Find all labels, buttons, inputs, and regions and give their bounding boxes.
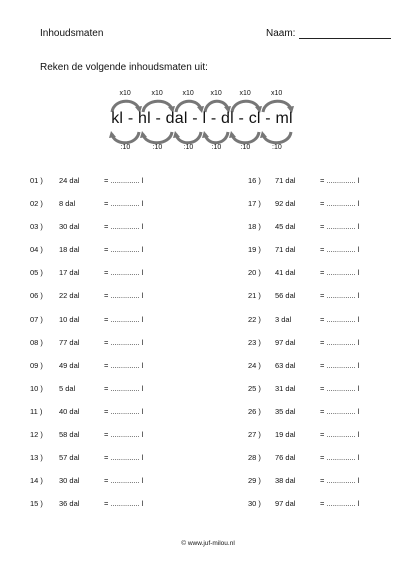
page-title: Inhoudsmaten (40, 28, 104, 39)
exercise-row (30, 176, 190, 199)
exercise-value: 17 dal (59, 268, 80, 278)
multiply-label: x10 (182, 90, 194, 97)
exercise-number: 30 ) (248, 499, 261, 509)
exercise-value: 30 dal (59, 476, 80, 486)
exercise-row (30, 315, 190, 338)
exercise-number: 04 ) (30, 245, 43, 255)
divide-label: :10 (120, 144, 131, 151)
answer-blank[interactable]: = .............. l (320, 430, 360, 440)
answer-blank[interactable]: = .............. l (104, 291, 144, 301)
divide-arrow (176, 132, 201, 143)
exercise-value: 45 dal (275, 222, 296, 232)
exercise-number: 15 ) (30, 499, 43, 509)
exercise-value: 5 dal (59, 383, 76, 393)
answer-blank[interactable]: = .............. l (320, 245, 360, 255)
answer-blank[interactable]: = .............. l (320, 291, 360, 301)
exercise-value: 38 dal (275, 476, 296, 486)
exercise-number: 12 ) (30, 430, 43, 440)
exercise-number: 06 ) (30, 291, 43, 301)
exercise-row (248, 268, 408, 291)
answer-blank[interactable]: = .............. l (320, 314, 360, 324)
divide-label: :10 (211, 144, 222, 151)
answer-blank[interactable]: = .............. l (320, 383, 360, 393)
divide-arrow (263, 132, 291, 143)
answer-blank[interactable]: = .............. l (104, 453, 144, 463)
exercise-row (30, 222, 190, 245)
answer-blank[interactable]: = .............. l (104, 222, 144, 232)
exercise-value: 35 dal (275, 406, 296, 416)
exercise-row (248, 338, 408, 361)
exercise-number: 27 ) (248, 430, 261, 440)
arrow-head-icon (109, 131, 116, 138)
units-chain: kl - hl - dal - l - dl - cl - ml (111, 110, 293, 127)
exercise-value: 31 dal (275, 383, 296, 393)
name-label: Naam: (266, 28, 296, 39)
arrow-head-icon (229, 131, 236, 138)
divide-label: :10 (183, 144, 194, 151)
exercise-number: 19 ) (248, 245, 261, 255)
exercise-row (248, 384, 408, 407)
exercise-column-right (248, 176, 408, 522)
exercise-number: 22 ) (248, 314, 261, 324)
divide-arrow (112, 132, 139, 143)
answer-blank[interactable]: = .............. l (104, 383, 144, 393)
exercise-number: 03 ) (30, 222, 43, 232)
exercise-number: 29 ) (248, 476, 261, 486)
exercise-row (30, 245, 190, 268)
answer-blank[interactable]: = .............. l (104, 499, 144, 509)
exercise-row (248, 176, 408, 199)
exercise-number: 21 ) (248, 291, 261, 301)
exercise-number: 23 ) (248, 337, 261, 347)
exercise-row (30, 453, 190, 476)
answer-blank[interactable]: = .............. l (104, 406, 144, 416)
exercise-number: 26 ) (248, 406, 261, 416)
divide-arrow (143, 132, 172, 143)
exercise-row (30, 361, 190, 384)
exercise-row (30, 407, 190, 430)
divide-label: :10 (272, 144, 282, 151)
arrow-head-icon (173, 131, 180, 138)
exercise-row (248, 315, 408, 338)
exercise-value: 63 dal (275, 360, 296, 370)
exercise-value: 49 dal (59, 360, 80, 370)
exercise-row (248, 476, 408, 499)
answer-blank[interactable]: = .............. l (104, 360, 144, 370)
exercise-value: 57 dal (59, 453, 80, 463)
exercise-row (30, 199, 190, 222)
exercise-row (30, 430, 190, 453)
multiply-label: x10 (151, 90, 163, 97)
exercise-row (30, 291, 190, 314)
exercise-number: 18 ) (248, 222, 261, 232)
exercise-value: 71 dal (275, 176, 296, 185)
exercise-value: 97 dal (275, 499, 296, 509)
answer-blank[interactable]: = .............. l (104, 476, 144, 486)
exercise-number: 13 ) (30, 453, 43, 463)
exercise-value: 40 dal (59, 406, 80, 416)
exercise-number: 02 ) (30, 199, 43, 209)
exercise-value: 41 dal (275, 268, 296, 278)
exercise-number: 14 ) (30, 476, 43, 486)
exercise-row (248, 407, 408, 430)
answer-blank[interactable]: = .............. l (104, 199, 144, 209)
divide-label: :10 (152, 144, 163, 151)
exercise-number: 20 ) (248, 268, 261, 278)
exercise-value: 77 dal (59, 337, 80, 347)
exercise-row (30, 338, 190, 361)
divide-arrow (232, 132, 259, 143)
exercise-number: 08 ) (30, 337, 43, 347)
exercise-row (30, 268, 190, 291)
exercise-row (248, 453, 408, 476)
exercise-row (30, 499, 190, 522)
exercise-row (248, 499, 408, 522)
exercise-value: 24 dal (59, 176, 80, 185)
multiply-label: x10 (210, 90, 222, 97)
exercise-row (248, 430, 408, 453)
answer-blank[interactable]: = .............. l (104, 176, 144, 185)
exercise-number: 25 ) (248, 383, 261, 393)
answer-blank[interactable]: = .............. l (320, 176, 360, 185)
exercise-row (30, 476, 190, 499)
exercise-row (248, 199, 408, 222)
conversion-diagram (96, 90, 308, 154)
exercise-number: 16 ) (248, 176, 261, 185)
multiply-label: x10 (119, 90, 131, 97)
exercise-value: 92 dal (275, 199, 296, 209)
divide-label: :10 (240, 144, 251, 151)
exercise-number: 24 ) (248, 360, 261, 370)
answer-blank[interactable]: = .............. l (320, 499, 360, 509)
exercise-row (248, 291, 408, 314)
answer-blank[interactable]: = .............. l (320, 337, 360, 347)
exercise-number: 17 ) (248, 199, 261, 209)
exercise-row (30, 384, 190, 407)
answer-blank[interactable]: = .............. l (320, 476, 360, 486)
exercise-number: 05 ) (30, 268, 43, 278)
exercise-value: 76 dal (275, 453, 296, 463)
exercise-value: 97 dal (275, 337, 296, 347)
answer-blank[interactable]: = .............. l (320, 360, 360, 370)
exercise-value: 10 dal (59, 314, 80, 324)
exercise-number: 07 ) (30, 314, 43, 324)
instruction-text: Reken de volgende inhoudsmaten uit: (40, 62, 208, 73)
answer-blank[interactable]: = .............. l (104, 314, 144, 324)
footer-credit: © www.juf-milou.nl (181, 540, 235, 547)
answer-blank[interactable]: = .............. l (104, 337, 144, 347)
answer-blank[interactable]: = .............. l (320, 199, 360, 209)
answer-blank[interactable]: = .............. l (320, 268, 360, 278)
exercise-number: 28 ) (248, 453, 261, 463)
exercise-value: 3 dal (275, 314, 292, 324)
name-field-line[interactable] (299, 38, 391, 39)
exercise-value: 22 dal (59, 291, 80, 301)
exercise-value: 19 dal (275, 430, 296, 440)
exercise-value: 30 dal (59, 222, 80, 232)
answer-blank[interactable]: = .............. l (104, 245, 144, 255)
answer-blank[interactable]: = .............. l (320, 406, 360, 416)
divide-arrow (205, 132, 228, 143)
arrow-head-icon (140, 131, 147, 138)
exercise-number: 11 ) (30, 406, 43, 416)
exercise-row (248, 245, 408, 268)
arrow-head-icon (260, 131, 267, 138)
exercise-value: 56 dal (275, 291, 296, 301)
answer-blank[interactable]: = .............. l (104, 430, 144, 440)
answer-blank[interactable]: = .............. l (104, 268, 144, 278)
exercise-value: 71 dal (275, 245, 296, 255)
exercise-number: 10 ) (30, 383, 43, 393)
exercise-value: 36 dal (59, 499, 80, 509)
exercise-row (248, 222, 408, 245)
answer-blank[interactable]: = .............. l (320, 222, 360, 232)
exercise-column-left (30, 176, 190, 522)
answer-blank[interactable]: = .............. l (320, 453, 360, 463)
exercise-row (248, 361, 408, 384)
exercise-value: 18 dal (59, 245, 80, 255)
exercise-number: 09 ) (30, 360, 43, 370)
exercise-value: 58 dal (59, 430, 80, 440)
exercise-value: 8 dal (59, 199, 76, 209)
multiply-label: x10 (271, 90, 283, 97)
exercise-number: 01 ) (30, 176, 43, 185)
multiply-label: x10 (239, 90, 251, 97)
arrow-head-icon (202, 131, 209, 138)
